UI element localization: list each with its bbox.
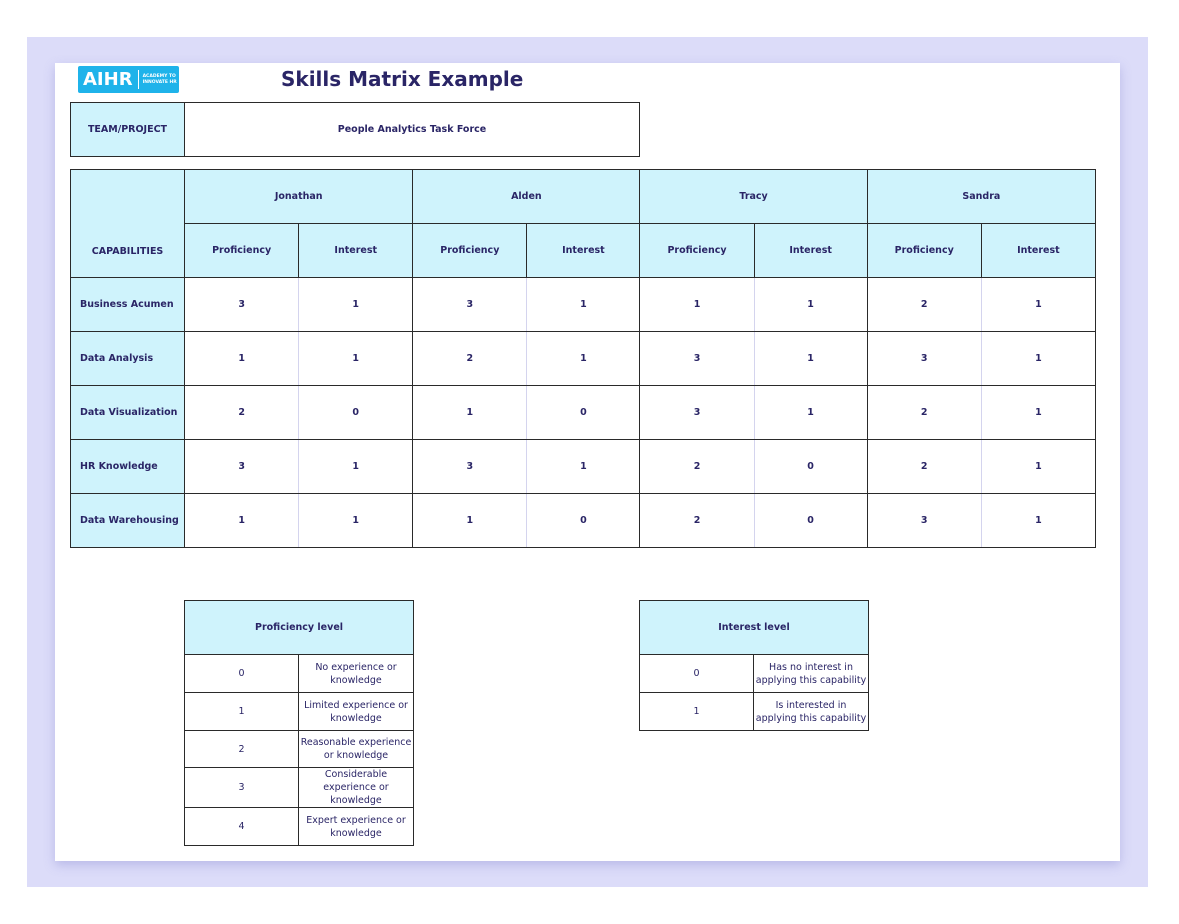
interest-legend-title: Interest level bbox=[640, 601, 869, 655]
score-cell: 3 bbox=[413, 278, 527, 332]
score-cell: 3 bbox=[867, 332, 981, 386]
logo-text: AIHR bbox=[83, 69, 133, 90]
legend-level: 1 bbox=[185, 693, 299, 731]
score-cell: 1 bbox=[981, 278, 1095, 332]
score-cell: 1 bbox=[981, 332, 1095, 386]
list-item bbox=[640, 693, 869, 731]
team-value: People Analytics Task Force bbox=[185, 103, 640, 157]
score-cell: 1 bbox=[185, 494, 299, 548]
proficiency-header: Proficiency bbox=[867, 224, 981, 278]
capabilities-header: CAPABILITIES bbox=[71, 170, 185, 278]
list-item bbox=[185, 768, 414, 808]
legend-description: Considerable experience or knowledge bbox=[299, 768, 414, 808]
legend-level: 2 bbox=[185, 731, 299, 768]
capability-label: Data Warehousing bbox=[71, 494, 185, 548]
list-item bbox=[185, 808, 414, 846]
list-item bbox=[185, 655, 414, 693]
score-cell: 3 bbox=[640, 386, 754, 440]
legend-description: Reasonable experience or knowledge bbox=[299, 731, 414, 768]
score-cell: 3 bbox=[185, 278, 299, 332]
score-cell: 1 bbox=[981, 494, 1095, 548]
score-cell: 2 bbox=[867, 386, 981, 440]
capability-label: Data Analysis bbox=[71, 332, 185, 386]
capability-label: Data Visualization bbox=[71, 386, 185, 440]
score-cell: 2 bbox=[640, 494, 754, 548]
score-cell: 2 bbox=[640, 440, 754, 494]
legend-level: 0 bbox=[640, 655, 754, 693]
score-cell: 1 bbox=[413, 494, 527, 548]
score-cell: 1 bbox=[413, 386, 527, 440]
aihr-logo bbox=[78, 66, 179, 93]
legend-level: 4 bbox=[185, 808, 299, 846]
score-cell: 0 bbox=[754, 494, 867, 548]
score-cell: 1 bbox=[981, 386, 1095, 440]
legend-level: 1 bbox=[640, 693, 754, 731]
score-cell: 1 bbox=[640, 278, 754, 332]
score-cell: 2 bbox=[867, 278, 981, 332]
logo-subtext: ACADEMY TO INNOVATE HR bbox=[142, 73, 177, 85]
person-header: Alden bbox=[413, 170, 640, 224]
score-cell: 1 bbox=[754, 332, 867, 386]
legend-description: Limited experience or knowledge bbox=[299, 693, 414, 731]
proficiency-header: Proficiency bbox=[640, 224, 754, 278]
proficiency-legend-title: Proficiency level bbox=[185, 601, 414, 655]
capability-label: HR Knowledge bbox=[71, 440, 185, 494]
score-cell: 1 bbox=[527, 440, 640, 494]
score-cell: 1 bbox=[185, 332, 299, 386]
table-row bbox=[71, 386, 1096, 440]
score-cell: 3 bbox=[640, 332, 754, 386]
skills-matrix-table bbox=[70, 169, 1096, 548]
score-cell: 2 bbox=[867, 440, 981, 494]
capability-label: Business Acumen bbox=[71, 278, 185, 332]
score-cell: 2 bbox=[413, 332, 527, 386]
legend-description: No experience or knowledge bbox=[299, 655, 414, 693]
person-header: Jonathan bbox=[185, 170, 413, 224]
interest-header: Interest bbox=[299, 224, 413, 278]
legend-level: 3 bbox=[185, 768, 299, 808]
table-row bbox=[71, 440, 1096, 494]
logo-divider bbox=[138, 70, 139, 89]
score-cell: 1 bbox=[299, 440, 413, 494]
list-item bbox=[185, 731, 414, 768]
score-cell: 1 bbox=[299, 494, 413, 548]
score-cell: 1 bbox=[754, 386, 867, 440]
team-label: TEAM/PROJECT bbox=[71, 103, 185, 157]
person-header: Sandra bbox=[867, 170, 1095, 224]
legend-level: 0 bbox=[185, 655, 299, 693]
score-cell: 0 bbox=[527, 494, 640, 548]
interest-header: Interest bbox=[754, 224, 867, 278]
list-item bbox=[185, 693, 414, 731]
proficiency-header: Proficiency bbox=[185, 224, 299, 278]
score-cell: 1 bbox=[299, 332, 413, 386]
table-row bbox=[71, 494, 1096, 548]
interest-header: Interest bbox=[527, 224, 640, 278]
score-cell: 1 bbox=[527, 278, 640, 332]
legend-description: Has no interest in applying this capability bbox=[754, 655, 869, 693]
table-row bbox=[71, 278, 1096, 332]
score-cell: 3 bbox=[185, 440, 299, 494]
legend-description: Expert experience or knowledge bbox=[299, 808, 414, 846]
score-cell: 3 bbox=[413, 440, 527, 494]
score-cell: 0 bbox=[299, 386, 413, 440]
score-cell: 2 bbox=[185, 386, 299, 440]
score-cell: 0 bbox=[527, 386, 640, 440]
person-header: Tracy bbox=[640, 170, 867, 224]
score-cell: 0 bbox=[754, 440, 867, 494]
interest-header: Interest bbox=[981, 224, 1095, 278]
team-project-table bbox=[70, 102, 640, 157]
score-cell: 1 bbox=[527, 332, 640, 386]
score-cell: 1 bbox=[981, 440, 1095, 494]
page-title: Skills Matrix Example bbox=[281, 67, 524, 91]
proficiency-header: Proficiency bbox=[413, 224, 527, 278]
score-cell: 3 bbox=[867, 494, 981, 548]
score-cell: 1 bbox=[299, 278, 413, 332]
proficiency-legend-table bbox=[184, 600, 414, 846]
legend-description: Is interested in applying this capability bbox=[754, 693, 869, 731]
interest-legend-table bbox=[639, 600, 869, 731]
table-row bbox=[71, 332, 1096, 386]
list-item bbox=[640, 655, 869, 693]
score-cell: 1 bbox=[754, 278, 867, 332]
